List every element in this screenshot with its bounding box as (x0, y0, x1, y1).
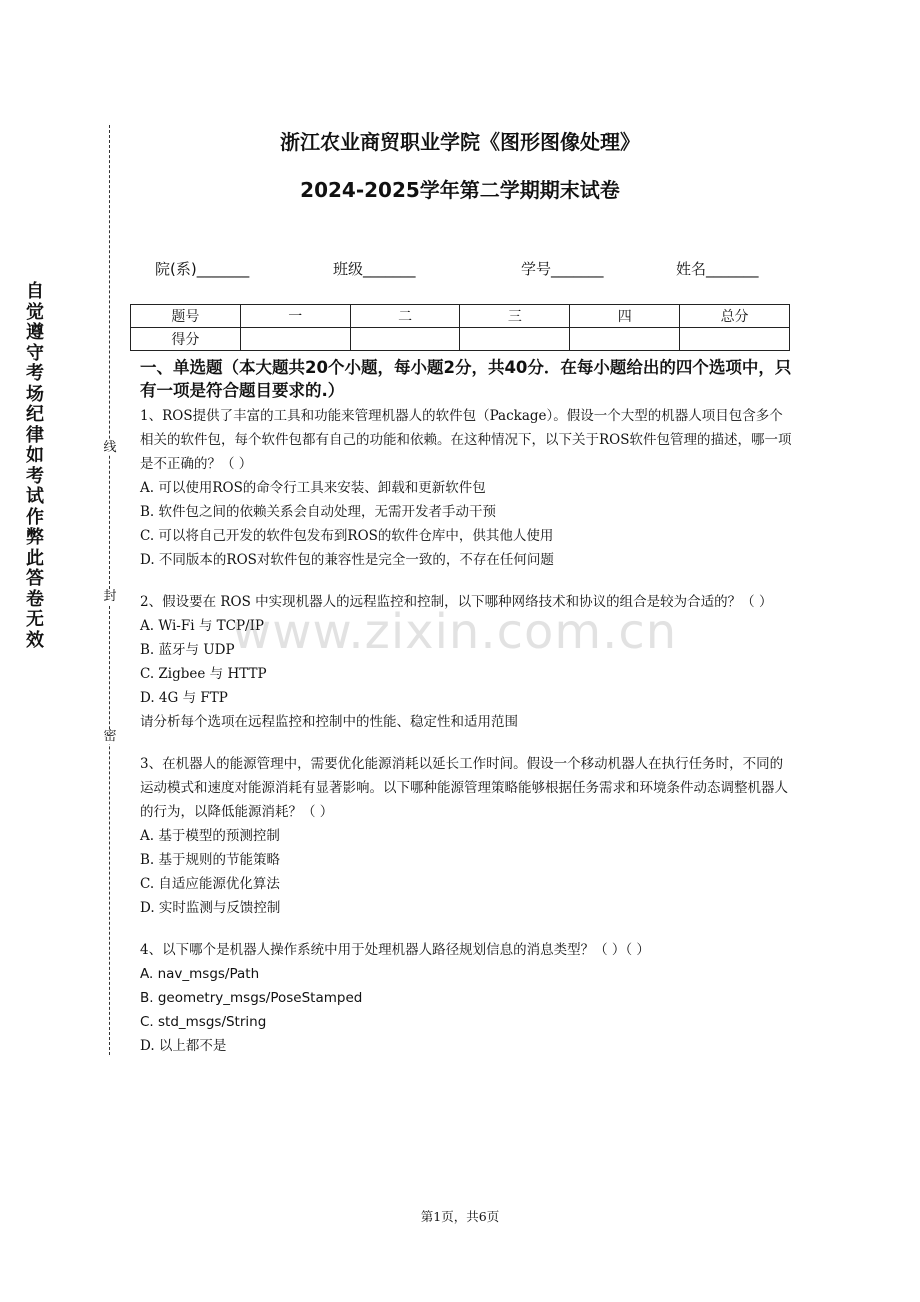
question-option: A. Wi-Fi 与 TCP/IP (140, 618, 264, 634)
question-option: A. 可以使用ROS的命令行工具来安装、卸载和更新软件包 (140, 480, 486, 496)
score-table-header-cell: 一 (240, 305, 350, 328)
exam-title-line2: 2024-2025学年第二学期期末试卷 (300, 178, 620, 202)
watermark: www.zixin.com.cn (232, 604, 678, 660)
student-info-row (0, 258, 920, 280)
question-option: A. nav_msgs/Path (140, 966, 260, 982)
question-stem: 1、ROS提供了丰富的工具和功能来管理机器人的软件包（Package）。假设一个大型的机器人项目包含多个相关的软件包，每个软件包都有自己的功能和依赖。在这种情况下，以下关于ROS软件包管理的描述，哪一项是不正确的？（ ） (140, 408, 792, 472)
question-note: 请分析每个选项在远程监控和控制中的性能、稳定性和适用范围 (140, 714, 518, 730)
exam-discipline-notice: 自觉遵守考场纪律如考试作弊此答卷无效 (26, 281, 44, 651)
question-option: B. 蓝牙与 UDP (140, 642, 235, 658)
score-table-row-label: 得分 (131, 328, 241, 351)
score-table (130, 304, 790, 351)
binding-mark-line: 线 (103, 440, 117, 455)
question-option: A. 基于模型的预测控制 (140, 828, 280, 844)
department-field: 院(系)_______ (155, 260, 250, 278)
question-option: D. 4G 与 FTP (140, 690, 228, 706)
question-stem: 2、假设要在 ROS 中实现机器人的远程监控和控制，以下哪种网络技术和协议的组合是较为合适的？（ ） (140, 594, 773, 610)
score-cell (350, 328, 460, 351)
question-3 (140, 752, 792, 920)
page-footer: 第1页，共6页 (420, 1209, 500, 1224)
question-content (140, 356, 792, 1076)
score-cell (460, 328, 570, 351)
score-cell (240, 328, 350, 351)
question-option: D. 实时监测与反馈控制 (140, 900, 281, 916)
question-option: B. 基于规则的节能策略 (140, 852, 281, 868)
section-heading: 一、单选题（本大题共20个小题，每小题2分，共40分．在每小题给出的四个选项中，只有一项是符合题目要求的.） (140, 358, 792, 400)
class-field: 班级_______ (333, 260, 416, 278)
question-option: C. Zigbee 与 HTTP (140, 666, 267, 682)
question-option: C. 可以将自己开发的软件包发布到ROS的软件仓库中，供其他人使用 (140, 528, 554, 544)
question-1 (140, 404, 792, 572)
score-table-header-row (131, 305, 790, 328)
student-id-field: 学号_______ (521, 260, 604, 278)
question-option: B. 软件包之间的依赖关系会自动处理，无需开发者手动干预 (140, 504, 497, 520)
score-table-header-cell: 三 (460, 305, 570, 328)
binding-mark-secret: 密 (103, 729, 117, 744)
score-cell (570, 328, 680, 351)
score-cell (680, 328, 790, 351)
question-option: C. 自适应能源优化算法 (140, 876, 280, 892)
binding-mark-seal: 封 (103, 589, 117, 604)
question-option: B. geometry_msgs/PoseStamped (140, 990, 363, 1006)
question-stem: 4、以下哪个是机器人操作系统中用于处理机器人路径规划信息的消息类型？（ ）（ ） (140, 942, 650, 958)
score-table-score-row (131, 328, 790, 351)
question-stem: 3、在机器人的能源管理中，需要优化能源消耗以延长工作时间。假设一个移动机器人在执行任务时，不同的运动模式和速度对能源消耗有显著影响。以下哪种能源管理策略能够根据任务需求和环境条件动态调整机器人的行为，以降低能源消耗？（ ） (140, 756, 788, 820)
score-table-header-cell: 总分 (680, 305, 790, 328)
score-table-header-cell: 题号 (131, 305, 241, 328)
exam-title-line1: 浙江农业商贸职业学院《图形图像处理》 (280, 130, 640, 154)
question-option: D. 以上都不是 (140, 1038, 227, 1054)
question-4 (140, 938, 792, 1058)
score-table-header-cell: 二 (350, 305, 460, 328)
question-option: C. std_msgs/String (140, 1014, 267, 1030)
name-field: 姓名_______ (676, 260, 759, 278)
score-table-header-cell: 四 (570, 305, 680, 328)
question-option: D. 不同版本的ROS对软件包的兼容性是完全一致的，不存在任何问题 (140, 552, 554, 568)
